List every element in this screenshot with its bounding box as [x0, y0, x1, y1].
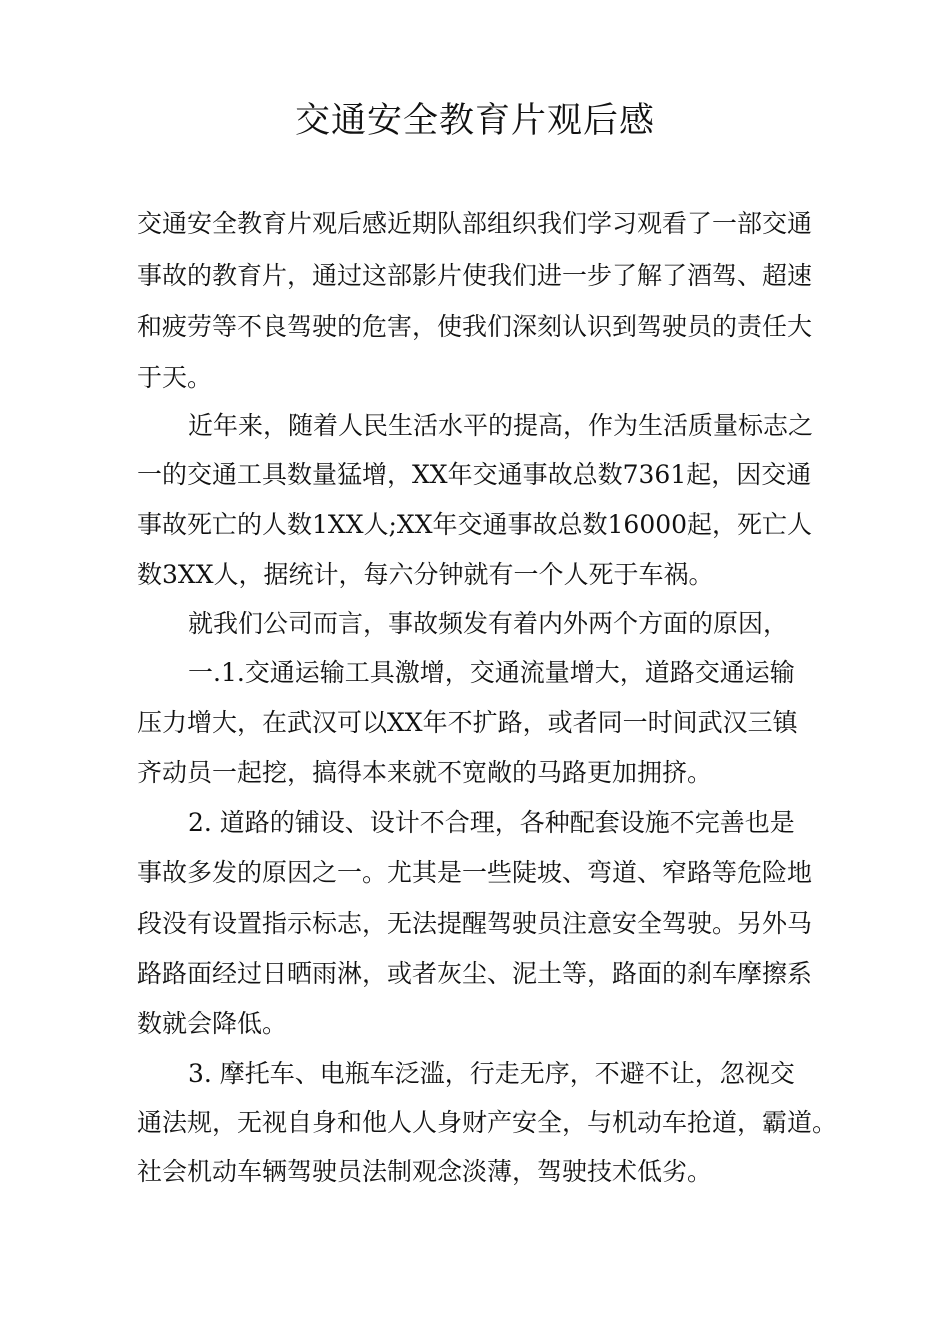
- text-line: 事故的教育片，通过这部影片使我们进一步了解了酒驾、超速: [137, 261, 813, 290]
- text-line: 一.1.交通运输工具激增，交通流量增大，道路交通运输: [188, 658, 795, 687]
- document-title: 交通安全教育片观后感: [294, 101, 655, 141]
- text-line: 通法规，无视自身和他人人身财产安全，与机动车抢道，霸道。: [137, 1108, 838, 1137]
- text-line: 交通安全教育片观后感近期队部组织我们学习观看了一部交通: [137, 209, 813, 238]
- text-line: 一的交通工具数量猛增，XX年交通事故总数7361起，因交通: [137, 460, 812, 489]
- text-line: 就我们公司而言，事故频发有着内外两个方面的原因，: [188, 609, 789, 638]
- text-line: 和疲劳等不良驾驶的危害，使我们深刻认识到驾驶员的责任大: [137, 312, 813, 341]
- text-line: 数就会降低。: [137, 1009, 288, 1038]
- text-line: 压力增大，在武汉可以XX年不扩路，或者同一时间武汉三镇: [137, 708, 798, 737]
- text-line: 数3XX人，据统计，每六分钟就有一个人死于车祸。: [137, 560, 714, 589]
- text-line: 于天。: [137, 363, 213, 392]
- text-line: 路路面经过日晒雨淋，或者灰尘、泥土等，路面的刹车摩擦系: [137, 959, 813, 988]
- text-line: 事故多发的原因之一。尤其是一些陡坡、弯道、窄路等危险地: [137, 858, 813, 887]
- text-line: 段没有设置指示标志，无法提醒驾驶员注意安全驾驶。另外马: [137, 909, 813, 938]
- text-line: 3. 摩托车、电瓶车泛滥，行走无序，不避不让，忽视交: [188, 1059, 795, 1088]
- text-line: 齐动员一起挖，搞得本来就不宽敞的马路更加拥挤。: [137, 758, 713, 787]
- text-line: 2. 道路的铺设、设计不合理，各种配套设施不完善也是: [188, 808, 795, 837]
- text-line: 事故死亡的人数1XX人;XX年交通事故总数16000起，死亡人: [137, 510, 813, 539]
- text-line: 近年来，随着人民生活水平的提高，作为生活质量标志之: [188, 411, 814, 440]
- text-line: 社会机动车辆驾驶员法制观念淡薄，驾驶技术低劣。: [137, 1157, 713, 1186]
